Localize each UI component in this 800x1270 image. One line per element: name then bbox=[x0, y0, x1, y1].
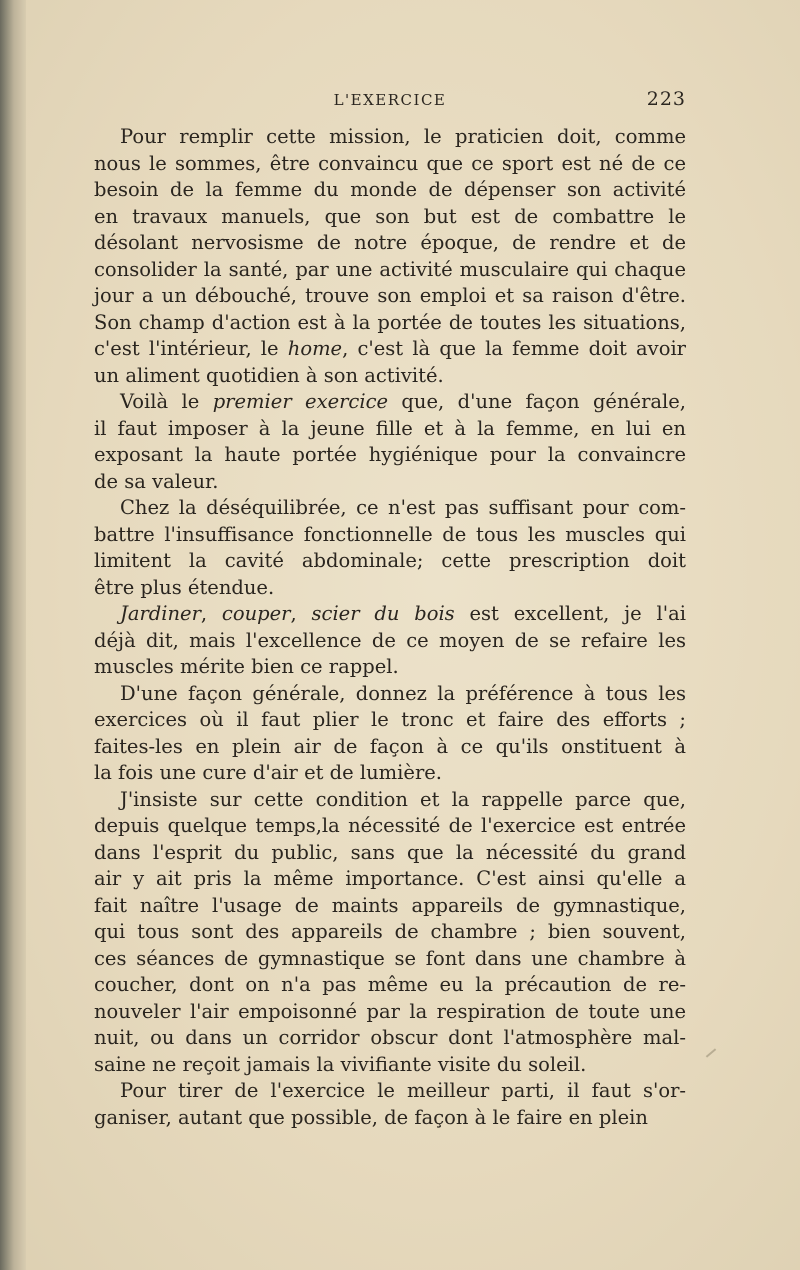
paper-blemish bbox=[706, 1048, 716, 1057]
text-line: dans l'esprit du public, sans que la nécessité du grand bbox=[94, 840, 686, 864]
page-header bbox=[94, 88, 686, 114]
text-line: consolider la santé, par une activité musculaire qui chaque bbox=[94, 257, 686, 281]
text-line: un aliment quotidien à son activité. bbox=[94, 363, 444, 387]
text-line: fait naître l'usage de maints appareils de gymnastique, bbox=[94, 893, 686, 917]
text-line: Son champ d'action est à la portée de toutes les situations, bbox=[94, 310, 686, 334]
text-line: exposant la haute portée hygiénique pour la convaincre bbox=[94, 443, 686, 466]
text-line: en travaux manuels, que son but est de combattre le bbox=[94, 204, 686, 228]
text-line: la fois une cure d'air et de lumière. bbox=[94, 761, 443, 784]
page-body-text bbox=[94, 124, 686, 1131]
paragraph bbox=[94, 787, 686, 1079]
text-line: ces séances de gymnastique se font dans une chambre à bbox=[94, 946, 686, 970]
text-line: J'insiste sur cette condition et la rappelle parce que, bbox=[120, 787, 686, 811]
text-line: Voilà le premier exercice que, d'une façon générale, bbox=[120, 390, 686, 413]
paragraph bbox=[94, 681, 686, 787]
text-line: battre l'insuffisance fonctionnelle de tous les muscles qui bbox=[94, 522, 686, 546]
text-line: besoin de la femme du monde de dépenser son activité bbox=[94, 178, 686, 201]
text-line: D'une façon générale, donnez la préférence à tous les bbox=[120, 681, 686, 705]
text-line: Pour remplir cette mission, le praticien doit, comme bbox=[120, 125, 686, 148]
text-line: exercices où il faut plier le tronc et faire des efforts ; bbox=[94, 708, 686, 731]
paragraph bbox=[94, 601, 686, 681]
text-line: il faut imposer à la jeune fille et à la femme, en lui en bbox=[94, 416, 686, 440]
text-line: c'est l'intérieur, le home, c'est là que la femme doit avoir bbox=[94, 337, 686, 360]
text-line: de sa valeur. bbox=[94, 469, 219, 493]
text-line: nuit, ou dans un corridor obscur dont l'atmosphère mal- bbox=[94, 1026, 686, 1049]
text-line: Jardiner, couper, scier du bois est excellent, je l'ai bbox=[120, 602, 686, 625]
text-line: jour a un débouché, trouve son emploi et sa raison d'être. bbox=[94, 284, 686, 307]
text-line: air y ait pris la même importance. C'est ainsi qu'elle a bbox=[94, 867, 686, 890]
text-line: nouveler l'air empoisonné par la respiration de toute une bbox=[94, 999, 686, 1023]
text-line: coucher, dont on n'a pas même eu la précaution de re- bbox=[94, 973, 686, 996]
text-line: muscles mérite bien ce rappel. bbox=[94, 655, 399, 678]
text-line: limitent la cavité abdominale; cette prescription doit bbox=[94, 549, 686, 572]
text-line: depuis quelque temps,la nécessité de l'exercice est entrée bbox=[94, 814, 686, 837]
text-line: désolant nervosisme de notre époque, de rendre et de bbox=[94, 231, 686, 254]
book-binding-edge bbox=[0, 0, 26, 1270]
paragraph bbox=[94, 1078, 686, 1131]
text-line: être plus étendue. bbox=[94, 575, 275, 599]
text-line: saine ne reçoit jamais la vivifiante visite du soleil. bbox=[94, 1052, 587, 1076]
text-line: Pour tirer de l'exercice le meilleur parti, il faut s'or- bbox=[120, 1079, 686, 1102]
running-title: L'EXERCICE bbox=[333, 91, 447, 109]
paragraph bbox=[94, 495, 686, 601]
paragraph bbox=[94, 124, 686, 389]
text-line: Chez la déséquilibrée, ce n'est pas suffisant pour com- bbox=[120, 496, 686, 519]
text-line: déjà dit, mais l'excellence de ce moyen de se refaire les bbox=[94, 628, 686, 652]
text-line: ganiser, autant que possible, de façon à le faire en plein bbox=[94, 1105, 648, 1129]
paragraph bbox=[94, 389, 686, 495]
text-line: nous le sommes, être convaincu que ce sport est né de ce bbox=[94, 151, 686, 175]
page-number: 223 bbox=[646, 88, 686, 110]
text-line: faites-les en plein air de façon à ce qu'ils onstituent à bbox=[94, 734, 686, 758]
text-line: qui tous sont des appareils de chambre ; bien souvent, bbox=[94, 920, 686, 943]
